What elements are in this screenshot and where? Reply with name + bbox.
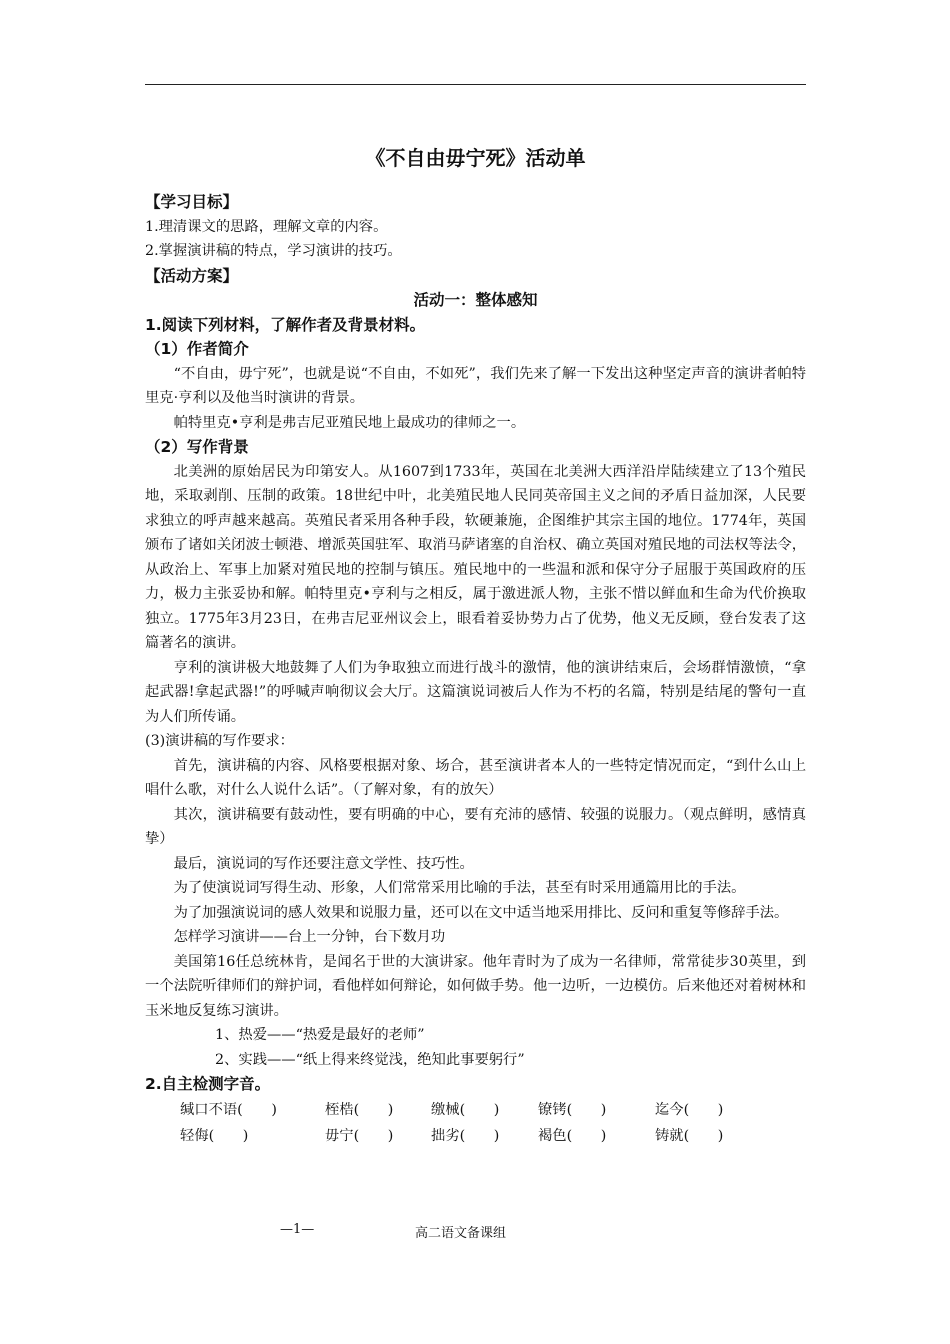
- goals-heading: 【学习目标】: [145, 193, 239, 211]
- requirement-paragraph: 其次，演讲稿要有鼓动性，要有明确的中心，要有充沛的感情、较强的说服力。（观点鲜明，感情真挚）: [145, 806, 806, 847]
- requirement-paragraph: 为了使演说词写得生动、形象，人们常常采用比喻的手法，甚至有时采用通篇用比的手法。: [173, 880, 746, 896]
- pronunciation-item: 毋宁( ): [325, 1127, 394, 1144]
- learning-list-item: 1、热爱——“热爱是最好的老师”: [215, 1027, 425, 1043]
- pronunciation-item: 迄今( ): [655, 1101, 724, 1118]
- pronunciation-item: 缴械( ): [431, 1101, 500, 1118]
- background-paragraph: 亨利的演讲极大地鼓舞了人们为争取独立而进行战斗的激情，他的演讲结束后，会场群情激愤，“拿起武器!拿起武器!”的呼喊声响彻议会大厅。这篇演说词被后人作为不朽的名篇，特别是结尾的警句一直为人们所传诵。: [145, 659, 806, 725]
- pronunciation-row: [145, 1097, 806, 1123]
- page-footer: [145, 1222, 806, 1246]
- pronunciation-item: 镣铐( ): [538, 1101, 607, 1118]
- pronunciation-grid: [145, 1097, 806, 1149]
- task1-heading: 1.阅读下列材料，了解作者及背景材料。: [145, 315, 426, 334]
- learning-list-item: 2、实践——“纸上得来终觉浅，绝知此事要躬行”: [215, 1051, 525, 1068]
- pronunciation-row: [145, 1123, 806, 1149]
- goal-item: 1.理清课文的思路，理解文章的内容。: [145, 218, 388, 235]
- document-page: [145, 138, 806, 1149]
- pronunciation-item: 桎梏( ): [325, 1101, 394, 1118]
- requirement-paragraph: 为了加强演说词的感人效果和说服力量，还可以在文中适当地采用排比、反问和重复等修辞手法。: [173, 904, 789, 921]
- background-paragraph: 北美洲的原始居民为印第安人。从1607到1733年，英国在北美洲大西洋沿岸陆续建立了13个殖民地，采取剥削、压制的政策。18世纪中叶，北美殖民地人民同英帝国主义之间的矛盾日益加深，人民要求独立的呼声越来越高。英殖民者采用各种手段，软硬兼施，企图维护其宗主国的地位。1774年，英国颁布了诸如关闭波士顿港、增派英国驻军、取消马萨诸塞的自治权、确立英国对殖民地的司法权等法令，从政治上、军事上加紧对殖民地的控制与镇压。殖民地中的一些温和派和保守分子屈服于英国政府的压力，极力主张妥协和解。帕特里克•亨利与之相反，属于激进派人物，主张不惜以鲜血和生命为代价换取独立。1775年3月23日，在弗吉尼亚州议会上，眼看着妥协势力占了优势，他义无反顾，登台发表了这篇著名的演讲。: [145, 463, 806, 651]
- activity1-heading: 活动一：整体感知: [413, 291, 538, 309]
- learning-paragraph: 美国第16任总统林肯，是闻名于世的大演讲家。他年青时为了成为一名律师，常常徒步30英里，到一个法院听律师们的辩护词，看他样如何辩论，如何做手势。他一边听，一边模仿。后来他还对着树林和玉米地反复练习演讲。: [145, 953, 806, 1019]
- footer-group: 高二语文备课组: [415, 1226, 507, 1241]
- requirement-paragraph: 最后，演说词的写作还要注意文学性、技巧性。: [173, 855, 474, 872]
- learning-paragraph: 怎样学习演讲——台上一分钟，台下数月功: [173, 929, 446, 945]
- pronunciation-item: 轻侮( ): [180, 1127, 249, 1144]
- goal-item: 2.掌握演讲稿的特点，学习演讲的技巧。: [145, 243, 402, 259]
- pronunciation-item: 缄口不语( ): [180, 1101, 277, 1118]
- author-paragraph: “不自由，毋宁死”，也就是说“不自由，不如死”，我们先来了解一下发出这种坚定声音的演讲者帕特里克·亨利以及他当时演讲的背景。: [145, 365, 806, 406]
- task2-heading: 2.自主检测字音。: [145, 1075, 271, 1093]
- plan-heading: 【活动方案】: [145, 266, 239, 285]
- author-paragraph: 帕特里克•亨利是弗吉尼亚殖民地上最成功的律师之一。: [173, 414, 526, 431]
- pronunciation-item: 铸就( ): [655, 1127, 724, 1144]
- document-title: 《不自由毋宁死》活动单: [365, 146, 586, 170]
- background-heading: （2）写作背景: [145, 438, 249, 456]
- page-number: —1—: [280, 1222, 315, 1237]
- header-rule: [145, 84, 806, 85]
- pronunciation-item: 拙劣( ): [431, 1127, 500, 1144]
- requirements-heading: (3)演讲稿的写作要求：: [145, 733, 294, 749]
- requirement-paragraph: 首先，演讲稿的内容、风格要根据对象、场合，甚至演讲者本人的一些特定情况而定，“到什么山上唱什么歌，对什么人说什么话”。（了解对象，有的放矢）: [145, 757, 806, 798]
- author-heading: （1）作者简介: [145, 340, 249, 358]
- pronunciation-item: 褐色( ): [538, 1127, 607, 1144]
